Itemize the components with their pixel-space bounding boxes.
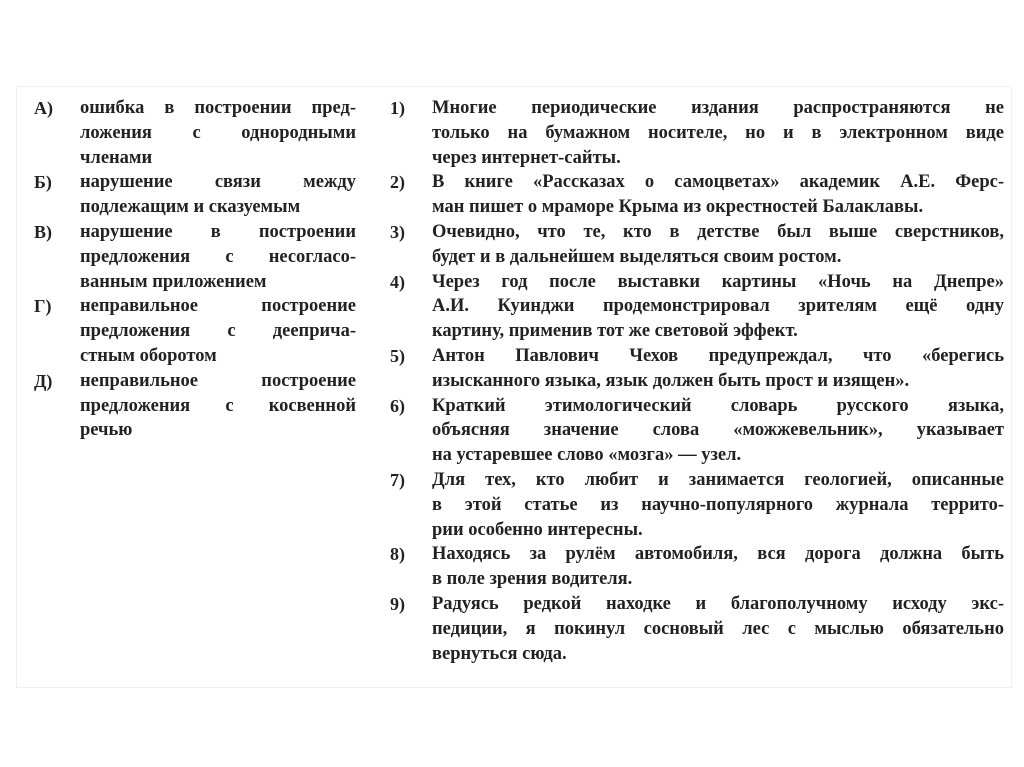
text-line: через интернет-сайты. — [432, 147, 621, 168]
item-text — [80, 96, 356, 170]
text-line: стным оборотом — [80, 345, 217, 366]
text-line: Очевидно, что те, кто в детстве был выше сверстников, — [432, 221, 1004, 242]
sentence-item — [390, 220, 1004, 270]
item-label: 8) — [390, 544, 405, 565]
text-line: ванным приложением — [80, 271, 267, 292]
error-types-list — [34, 96, 356, 443]
error-type-item — [34, 294, 356, 368]
item-label: 1) — [390, 98, 405, 118]
error-type-item — [34, 220, 356, 294]
text-line: Для тех, кто любит и занимается геологией, описанные — [432, 469, 1004, 490]
text-line: ман пишет о мраморе Крыма из окрестностей Балаклавы. — [432, 197, 924, 218]
item-text — [432, 542, 1004, 592]
item-text — [80, 369, 356, 443]
text-line: вернуться сюда. — [432, 643, 567, 664]
text-line: Краткий этимологический словарь русского языка, — [432, 395, 1004, 416]
text-line: членами — [80, 147, 153, 168]
sentence-item — [390, 394, 1004, 468]
item-text — [432, 394, 1004, 468]
text-line: нарушение связи между — [80, 172, 356, 193]
text-line: неправильное построение — [80, 370, 356, 391]
text-line: будет и в дальнейшем выделяться своим ростом. — [432, 246, 842, 267]
text-line: В книге «Рассказах о самоцветах» академик А.Е. Ферс- — [432, 172, 1004, 193]
error-type-item — [34, 96, 356, 170]
item-text — [432, 96, 1004, 170]
item-text — [432, 220, 1004, 270]
item-label: 6) — [390, 395, 405, 416]
item-text — [432, 344, 1004, 394]
text-line: предложения с дееприча- — [80, 321, 356, 342]
error-type-item — [34, 170, 356, 220]
text-line: неправильное построение — [80, 296, 356, 317]
item-label: 2) — [390, 172, 405, 193]
item-label: А) — [34, 98, 53, 118]
item-text — [80, 170, 356, 220]
text-line: Многие периодические издания распространяются не — [432, 98, 1004, 118]
item-label: Б) — [34, 172, 52, 193]
item-label: Г) — [34, 296, 52, 317]
text-line: речью — [80, 420, 133, 441]
text-line: на устаревшее слово «мозга» — узел. — [432, 445, 742, 466]
sentence-item — [390, 344, 1004, 394]
item-text — [80, 294, 356, 368]
item-label: 4) — [390, 271, 405, 292]
text-line: в поле зрения водителя. — [432, 569, 633, 590]
item-label: Д) — [34, 370, 53, 391]
item-text — [432, 170, 1004, 220]
sentence-item — [390, 270, 1004, 344]
text-line: Антон Павлович Чехов предупреждал, что «берегись — [432, 345, 1004, 366]
item-label: 9) — [390, 593, 405, 614]
text-line: предложения с косвенной — [80, 395, 356, 416]
sentence-item — [390, 96, 1004, 170]
text-line: педиции, я покинул сосновый лес с мыслью обязательно — [432, 618, 1004, 639]
text-line: рии особенно интересны. — [432, 519, 643, 540]
item-text — [432, 270, 1004, 344]
sentence-item — [390, 170, 1004, 220]
item-text — [432, 468, 1004, 542]
text-line: Находясь за рулём автомобиля, вся дорога должна быть — [432, 544, 1004, 565]
text-line: подлежащим и сказуемым — [80, 197, 301, 218]
sentences-list — [390, 96, 1004, 666]
item-label: 3) — [390, 221, 405, 242]
text-line: картину, применив тот же световой эффект. — [432, 321, 798, 342]
text-line: ошибка в построении пред- — [80, 98, 356, 118]
text-line: Радуясь редкой находке и благополучному исходу экс- — [432, 593, 1004, 614]
item-label: В) — [34, 221, 52, 242]
text-line: нарушение в построении — [80, 221, 356, 242]
item-label: 7) — [390, 469, 405, 490]
text-line: Через год после выставки картины «Ночь на Днепре» — [432, 271, 1004, 292]
item-label: 5) — [390, 345, 405, 366]
sentence-item — [390, 542, 1004, 592]
text-line: изысканного языка, язык должен быть прост и изящен». — [432, 370, 910, 391]
text-line: в этой статье из научно-популярного журнала террито- — [432, 494, 1004, 515]
item-text — [432, 592, 1004, 666]
item-text — [80, 220, 356, 294]
text-line: А.И. Куинджи продемонстрировал зрителям ещё одну — [432, 296, 1004, 317]
sentence-item — [390, 592, 1004, 666]
sentence-item — [390, 468, 1004, 542]
text-line: только на бумажном носителе, но и в электронном виде — [432, 122, 1004, 143]
text-line: объясняя значение слова «можжевельник», указывает — [432, 420, 1004, 441]
text-line: ложения с однородными — [80, 122, 356, 143]
text-line: предложения с несогласо- — [80, 246, 356, 267]
error-type-item — [34, 369, 356, 443]
